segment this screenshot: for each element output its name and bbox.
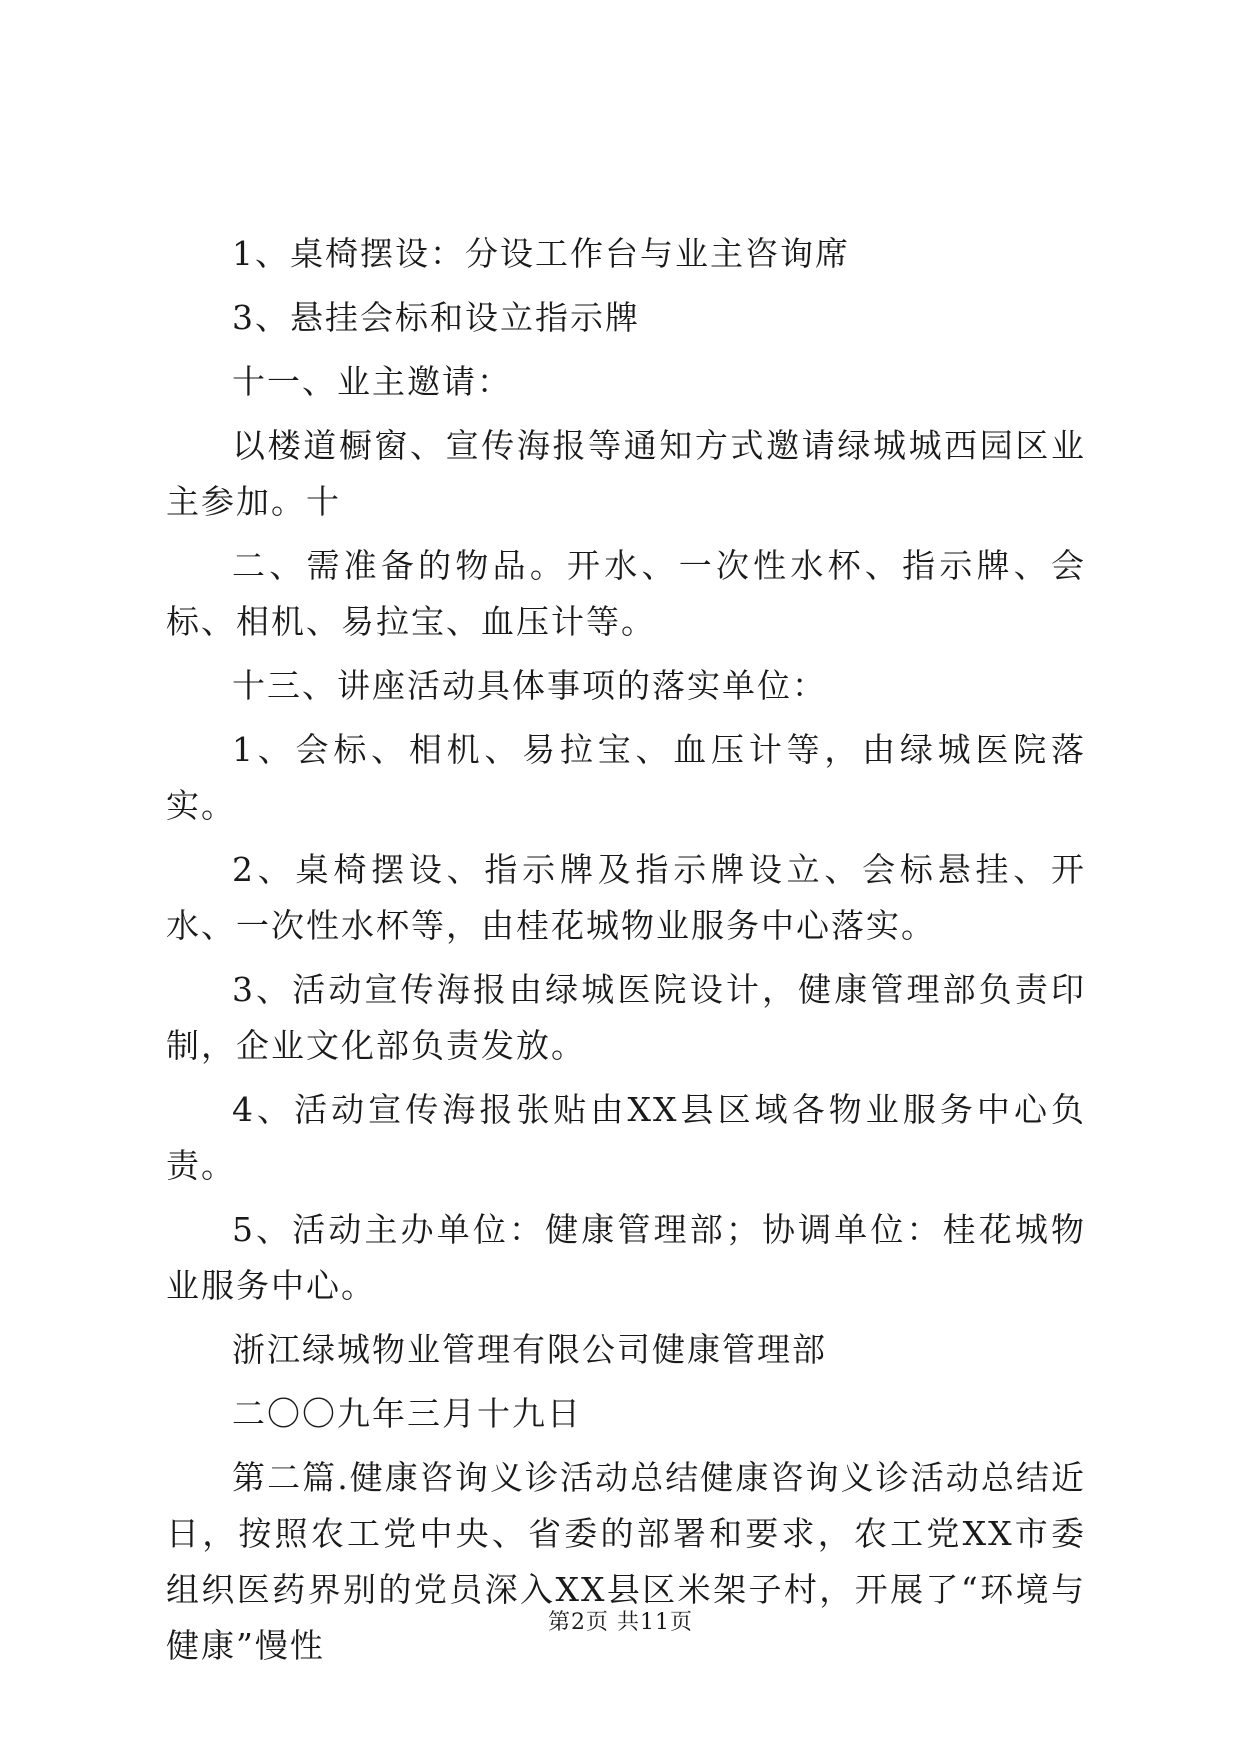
paragraph-invitation-method: 以楼道橱窗、宣传海报等通知方式邀请绿城城西园区业主参加。十 bbox=[166, 426, 1086, 521]
paragraph-unit-4: 4、活动宣传海报张贴由XX县区域各物业服务中心负责。 bbox=[166, 1090, 1086, 1185]
paragraph-hang-banner: 3、悬挂会标和设立指示牌 bbox=[232, 298, 640, 337]
document-body bbox=[166, 226, 1086, 1682]
paragraph-unit-3: 3、活动宣传海报由绿城医院设计，健康管理部负责印制，企业文化部负责发放。 bbox=[166, 970, 1086, 1065]
paragraph-table-setup: 1、桌椅摆设：分设工作台与业主咨询席 bbox=[232, 234, 850, 273]
signature-organization: 浙江绿城物业管理有限公司健康管理部 bbox=[232, 1330, 827, 1369]
section-heading-responsible-units: 十三、讲座活动具体事项的落实单位： bbox=[232, 666, 827, 705]
section-heading-owner-invitation: 十一、业主邀请： bbox=[232, 362, 512, 401]
page-number-footer: 第2页 共11页 bbox=[548, 1610, 693, 1635]
paragraph-second-article: 第二篇.健康咨询义诊活动总结健康咨询义诊活动总结近日，按照农工党中央、省委的部署和要求，农工党XX市委组织医药界别的党员深入XX县区米架子村，开展了“环境与健康”慢性 bbox=[166, 1458, 1086, 1665]
paragraph-unit-5: 5、活动主办单位：健康管理部；协调单位：桂花城物业服务中心。 bbox=[166, 1210, 1086, 1305]
paragraph-unit-1: 1、会标、相机、易拉宝、血压计等，由绿城医院落实。 bbox=[166, 730, 1086, 825]
paragraph-items-needed: 二、需准备的物品。开水、一次性水杯、指示牌、会标、相机、易拉宝、血压计等。 bbox=[166, 546, 1086, 641]
signature-date: 二〇〇九年三月十九日 bbox=[232, 1394, 582, 1433]
paragraph-unit-2: 2、桌椅摆设、指示牌及指示牌设立、会标悬挂、开水、一次性水杯等，由桂花城物业服务中心落实。 bbox=[166, 850, 1086, 945]
